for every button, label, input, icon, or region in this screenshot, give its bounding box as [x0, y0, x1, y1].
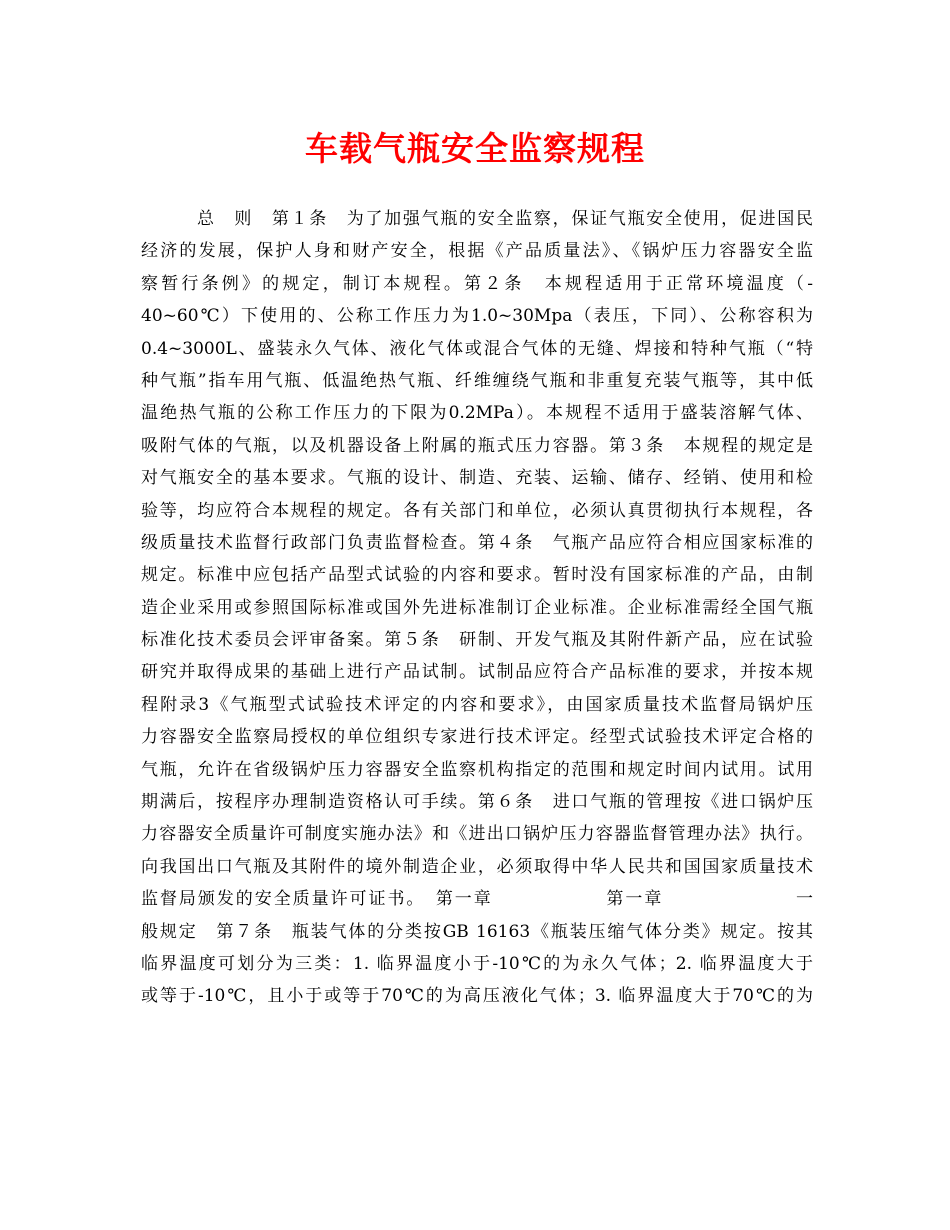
body-text-line: 温绝热气瓶的公称工作压力的下限为0.2MPa）。本规程不适用于盛装溶解气体、 [141, 403, 813, 424]
body-text-line: 般规定 第７条 瓶装气体的分类按GB 16163《瓶装压缩气体分类》规定。按其 [141, 921, 813, 942]
body-text-line: 研究并取得成果的基础上进行产品试制。试制品应符合产品标准的要求，并按本规 [141, 662, 813, 683]
body-text-line: 规定。标准中应包括产品型式试验的内容和要求。暂时没有国家标准的产品，由制 [141, 565, 813, 586]
body-text-line: 造企业采用或参照国际标准或国外先进标准制订企业标准。企业标准需经全国气瓶 [141, 597, 813, 618]
body-text-line: 吸附气体的气瓶，以及机器设备上附属的瓶式压力容器。第３条 本规程的规定是 [141, 435, 813, 456]
document-body [141, 203, 813, 1013]
body-text-line: 0.4~3000L、盛装永久气体、液化气体或混合气体的无缝、焊接和特种气瓶（“特 [141, 338, 813, 359]
body-text-line: 临界温度可划分为三类：1. 临界温度小于-10℃的为永久气体；2. 临界温度大于 [141, 953, 813, 974]
document-title: 车载气瓶安全监察规程 [305, 129, 645, 168]
body-text-line: 级质量技术监督行政部门负责监督检查。第４条 气瓶产品应符合相应国家标准的 [141, 532, 813, 553]
body-text-line: 种气瓶”指车用气瓶、低温绝热气瓶、纤维缠绕气瓶和非重复充装气瓶等，其中低 [141, 370, 813, 391]
body-text-line: 力容器安全监察局授权的单位组织专家进行技术评定。经型式试验技术评定合格的 [141, 727, 813, 748]
body-text-line: 力容器安全质量许可制度实施办法》和《进出口锅炉压力容器监督管理办法》执行。 [141, 824, 813, 845]
body-text-line: 对气瓶安全的基本要求。气瓶的设计、制造、充装、运输、储存、经销、使用和检 [141, 468, 813, 489]
body-text-line: 标准化技术委员会评审备案。第５条 研制、开发气瓶及其附件新产品，应在试验 [141, 630, 813, 651]
body-text-line: 察暂行条例》的规定，制订本规程。第２条 本规程适用于正常环境温度（- [141, 273, 813, 294]
body-text-line: 程附录3《气瓶型式试验技术评定的内容和要求》，由国家质量技术监督局锅炉压 [141, 694, 813, 715]
body-text-line: 期满后，按程序办理制造资格认可手续。第６条 进口气瓶的管理按《进口锅炉压 [141, 792, 813, 813]
body-text-line: 总 则 第１条 为了加强气瓶的安全监察，保证气瓶安全使用，促进国民 [197, 209, 813, 229]
body-text-line: 向我国出口气瓶及其附件的境外制造企业，必须取得中华人民共和国国家质量技术 [141, 856, 813, 877]
body-text-line: 经济的发展，保护人身和财产安全，根据《产品质量法》、《锅炉压力容器安全监 [141, 241, 813, 262]
body-text-line: 40~60℃）下使用的、公称工作压力为1.0~30Mpa（表压，下同）、公称容积为 [141, 306, 813, 327]
body-text-line: 验等，均应符合本规程的规定。各有关部门和单位，必须认真贯彻执行本规程，各 [141, 500, 813, 521]
body-text-line: 或等于-10℃，且小于或等于70℃的为高压液化气体；3. 临界温度大于70℃的为 [141, 986, 813, 1007]
body-text-line: 监督局颁发的安全质量许可证书。 第一章 第一章 一 [141, 889, 813, 910]
body-text-line: 气瓶，允许在省级锅炉压力容器安全监察机构指定的范围和规定时间内试用。试用 [141, 759, 813, 780]
